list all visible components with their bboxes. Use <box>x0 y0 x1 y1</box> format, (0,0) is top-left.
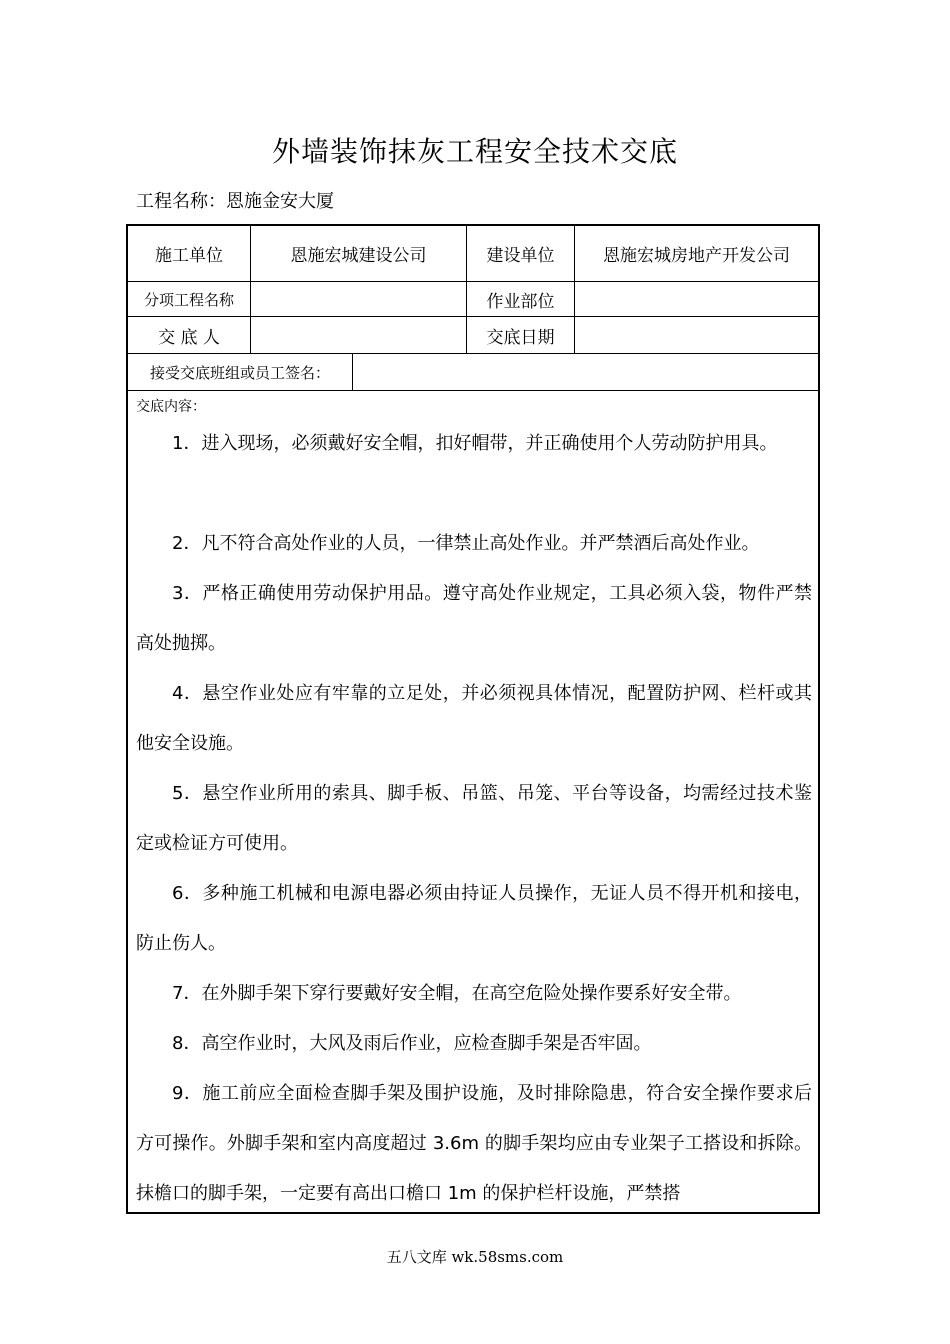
content-item-7: 7．在外脚手架下穿行要戴好安全帽，在高空危险处操作要系好安全带。 <box>172 983 742 1004</box>
work-area-value <box>575 282 818 316</box>
content-item-5: 5．悬空作业所用的索具、脚手板、吊篮、吊笼、平台等设备，均需经过技术鉴定或检证方可使用。 <box>136 783 812 854</box>
document-title: 外墙装饰抹灰工程安全技术交底 <box>271 135 678 168</box>
sub-project-label: 分项工程名称 <box>143 290 234 309</box>
work-area-label: 作业部位 <box>486 291 555 312</box>
signature-label: 接受交底班组或员工签名： <box>149 363 330 382</box>
content-item-9: 9．施工前应全面检查脚手架及围护设施，及时排除隐患，符合安全操作要求后方可操作。外脚手架和室内高度超过 3.6m 的脚手架均应由专业架子工搭设和拆除。抹檐口的脚手架，一定要有高出口檐口 1m 的保护栏杆设施，严禁搭 <box>136 1083 812 1204</box>
content-item-4: 4．悬空作业处应有牢靠的立足处，并必须视具体情况，配置防护网、栏杆或其他安全设施。 <box>136 683 812 754</box>
builder-unit-value: 恩施宏城房地产开发公司 <box>603 246 790 266</box>
sub-project-value <box>251 282 466 316</box>
builder-unit-label: 建设单位 <box>486 246 555 266</box>
signature-value <box>353 354 818 390</box>
content-label: 交底内容： <box>136 399 206 415</box>
row-divider <box>128 390 818 391</box>
construction-unit-label: 施工单位 <box>155 246 223 266</box>
content-item-1: 1．进入现场，必须戴好安全帽，扣好帽带，并正确使用个人劳动防护用具。 <box>172 433 778 454</box>
content-item-6: 6．多种施工机械和电源电器必须由持证人员操作，无证人员不得开机和接电，防止伤人。 <box>136 883 812 954</box>
content-item-8: 8．高空作业时，大风及雨后作业，应检查脚手架是否牢固。 <box>172 1033 652 1054</box>
briefer-label: 交 底 人 <box>158 327 220 348</box>
project-name: 工程名称：恩施金安大厦 <box>136 191 334 212</box>
content-item-2: 2．凡不符合高处作业的人员，一律禁止高处作业。并严禁酒后高处作业。 <box>172 533 760 554</box>
briefer-value <box>251 317 466 353</box>
footer-watermark-text: 五八文库 wk.58sms.com <box>386 1248 564 1266</box>
briefing-table <box>126 224 820 1214</box>
construction-unit-value: 恩施宏城建设公司 <box>290 246 427 266</box>
brief-date-value <box>575 317 818 353</box>
content-item-3: 3．严格正确使用劳动保护用品。遵守高处作业规定，工具必须入袋，物件严禁高处抛掷。 <box>136 583 812 654</box>
brief-date-label: 交底日期 <box>486 327 555 348</box>
